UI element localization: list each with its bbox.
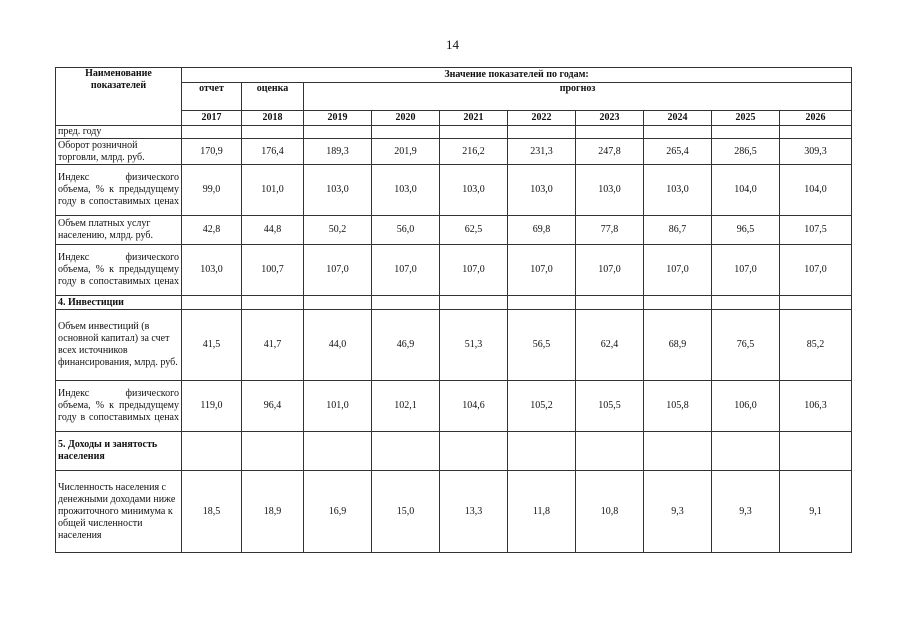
table-row bbox=[56, 310, 852, 381]
row-label: 5. Доходы и занятость населения bbox=[56, 432, 182, 471]
value-cell: 101,0 bbox=[304, 381, 372, 432]
value-cell: 41,7 bbox=[242, 310, 304, 381]
value-cell: 96,4 bbox=[242, 381, 304, 432]
value-cell bbox=[712, 296, 780, 310]
value-cell bbox=[182, 126, 242, 139]
value-cell: 69,8 bbox=[508, 216, 576, 245]
value-cell: 15,0 bbox=[372, 471, 440, 553]
table-row bbox=[56, 165, 852, 216]
value-cell: 9,3 bbox=[644, 471, 712, 553]
value-cell bbox=[780, 432, 852, 471]
table-row bbox=[56, 296, 852, 310]
value-cell: 107,0 bbox=[440, 245, 508, 296]
value-cell: 18,5 bbox=[182, 471, 242, 553]
value-cell: 11,8 bbox=[508, 471, 576, 553]
value-cell: 103,0 bbox=[440, 165, 508, 216]
value-cell: 16,9 bbox=[304, 471, 372, 553]
value-cell: 103,0 bbox=[644, 165, 712, 216]
value-cell: 107,0 bbox=[712, 245, 780, 296]
header-report: отчет bbox=[182, 83, 242, 111]
value-cell: 9,3 bbox=[712, 471, 780, 553]
value-cell: 101,0 bbox=[242, 165, 304, 216]
value-cell: 68,9 bbox=[644, 310, 712, 381]
header-indicator-name: Наименование показателей bbox=[56, 68, 182, 126]
table-row bbox=[56, 381, 852, 432]
value-cell bbox=[372, 432, 440, 471]
value-cell bbox=[440, 126, 508, 139]
value-cell bbox=[712, 126, 780, 139]
value-cell: 44,8 bbox=[242, 216, 304, 245]
value-cell: 50,2 bbox=[304, 216, 372, 245]
value-cell: 105,8 bbox=[644, 381, 712, 432]
value-cell: 56,0 bbox=[372, 216, 440, 245]
value-cell: 85,2 bbox=[780, 310, 852, 381]
value-cell: 18,9 bbox=[242, 471, 304, 553]
value-cell bbox=[182, 432, 242, 471]
value-cell: 176,4 bbox=[242, 139, 304, 165]
value-cell: 44,0 bbox=[304, 310, 372, 381]
value-cell: 103,0 bbox=[508, 165, 576, 216]
table-row bbox=[56, 139, 852, 165]
value-cell: 107,5 bbox=[780, 216, 852, 245]
year-header: 2023 bbox=[576, 111, 644, 126]
value-cell bbox=[242, 296, 304, 310]
year-header: 2019 bbox=[304, 111, 372, 126]
table-row bbox=[56, 471, 852, 553]
value-cell bbox=[644, 432, 712, 471]
value-cell bbox=[372, 126, 440, 139]
value-cell: 286,5 bbox=[712, 139, 780, 165]
year-header: 2017 bbox=[182, 111, 242, 126]
value-cell: 102,1 bbox=[372, 381, 440, 432]
row-label: Индекс физического объема, % к предыдущему году в сопоставимых ценах bbox=[56, 381, 182, 432]
value-cell: 119,0 bbox=[182, 381, 242, 432]
value-cell: 107,0 bbox=[576, 245, 644, 296]
row-label: пред. году bbox=[56, 126, 182, 139]
value-cell: 107,0 bbox=[644, 245, 712, 296]
value-cell: 9,1 bbox=[780, 471, 852, 553]
value-cell bbox=[242, 432, 304, 471]
value-cell: 86,7 bbox=[644, 216, 712, 245]
row-label: Индекс физического объема, % к предыдущему году в сопоставимых ценах bbox=[56, 165, 182, 216]
year-header: 2024 bbox=[644, 111, 712, 126]
row-label: 4. Инвестиции bbox=[56, 296, 182, 310]
row-label: Объем платных услуг населению, млрд. руб. bbox=[56, 216, 182, 245]
page-number: 14 bbox=[446, 37, 459, 52]
value-cell: 62,5 bbox=[440, 216, 508, 245]
value-cell: 96,5 bbox=[712, 216, 780, 245]
value-cell: 309,3 bbox=[780, 139, 852, 165]
value-cell: 107,0 bbox=[780, 245, 852, 296]
row-label: Численность населения с денежными доходами ниже прожиточного минимума к общей численности населения bbox=[56, 471, 182, 553]
value-cell: 107,0 bbox=[372, 245, 440, 296]
value-cell: 99,0 bbox=[182, 165, 242, 216]
value-cell bbox=[780, 126, 852, 139]
row-label: Объем инвестиций (в основной капитал) за счет всех источников финансирования, млрд. руб. bbox=[56, 310, 182, 381]
value-cell: 265,4 bbox=[644, 139, 712, 165]
value-cell: 104,6 bbox=[440, 381, 508, 432]
year-header: 2018 bbox=[242, 111, 304, 126]
value-cell: 189,3 bbox=[304, 139, 372, 165]
header-values-title: Значение показателей по годам: bbox=[182, 68, 852, 83]
year-header: 2025 bbox=[712, 111, 780, 126]
value-cell: 216,2 bbox=[440, 139, 508, 165]
table-row bbox=[56, 432, 852, 471]
value-cell: 42,8 bbox=[182, 216, 242, 245]
value-cell: 41,5 bbox=[182, 310, 242, 381]
value-cell bbox=[242, 126, 304, 139]
value-cell bbox=[576, 296, 644, 310]
value-cell: 104,0 bbox=[712, 165, 780, 216]
year-header: 2021 bbox=[440, 111, 508, 126]
value-cell bbox=[372, 296, 440, 310]
value-cell: 13,3 bbox=[440, 471, 508, 553]
value-cell: 103,0 bbox=[304, 165, 372, 216]
value-cell: 106,3 bbox=[780, 381, 852, 432]
value-cell: 62,4 bbox=[576, 310, 644, 381]
year-header: 2020 bbox=[372, 111, 440, 126]
year-header: 2022 bbox=[508, 111, 576, 126]
value-cell: 231,3 bbox=[508, 139, 576, 165]
value-cell: 100,7 bbox=[242, 245, 304, 296]
value-cell bbox=[644, 296, 712, 310]
value-cell bbox=[644, 126, 712, 139]
value-cell: 201,9 bbox=[372, 139, 440, 165]
value-cell: 103,0 bbox=[182, 245, 242, 296]
value-cell: 103,0 bbox=[576, 165, 644, 216]
table-row bbox=[56, 216, 852, 245]
value-cell: 77,8 bbox=[576, 216, 644, 245]
header-estimate: оценка bbox=[242, 83, 304, 111]
header-forecast: прогноз bbox=[304, 83, 852, 111]
value-cell bbox=[508, 296, 576, 310]
value-cell bbox=[440, 296, 508, 310]
table-row bbox=[56, 126, 852, 139]
table-row bbox=[56, 245, 852, 296]
value-cell: 170,9 bbox=[182, 139, 242, 165]
value-cell: 247,8 bbox=[576, 139, 644, 165]
table-body bbox=[56, 126, 852, 553]
value-cell: 46,9 bbox=[372, 310, 440, 381]
row-label: Индекс физического объема, % к предыдущему году в сопоставимых ценах bbox=[56, 245, 182, 296]
value-cell: 107,0 bbox=[304, 245, 372, 296]
value-cell: 10,8 bbox=[576, 471, 644, 553]
value-cell bbox=[440, 432, 508, 471]
row-label: Оборот розничной торговли, млрд. руб. bbox=[56, 139, 182, 165]
value-cell bbox=[304, 432, 372, 471]
value-cell: 107,0 bbox=[508, 245, 576, 296]
value-cell: 76,5 bbox=[712, 310, 780, 381]
value-cell: 103,0 bbox=[372, 165, 440, 216]
value-cell: 104,0 bbox=[780, 165, 852, 216]
value-cell: 51,3 bbox=[440, 310, 508, 381]
value-cell bbox=[304, 126, 372, 139]
value-cell bbox=[508, 126, 576, 139]
value-cell bbox=[182, 296, 242, 310]
value-cell bbox=[304, 296, 372, 310]
value-cell bbox=[576, 432, 644, 471]
forecast-table bbox=[55, 67, 852, 553]
value-cell bbox=[508, 432, 576, 471]
value-cell bbox=[712, 432, 780, 471]
value-cell bbox=[576, 126, 644, 139]
year-header: 2026 bbox=[780, 111, 852, 126]
value-cell: 105,5 bbox=[576, 381, 644, 432]
value-cell: 106,0 bbox=[712, 381, 780, 432]
value-cell bbox=[780, 296, 852, 310]
value-cell: 105,2 bbox=[508, 381, 576, 432]
value-cell: 56,5 bbox=[508, 310, 576, 381]
